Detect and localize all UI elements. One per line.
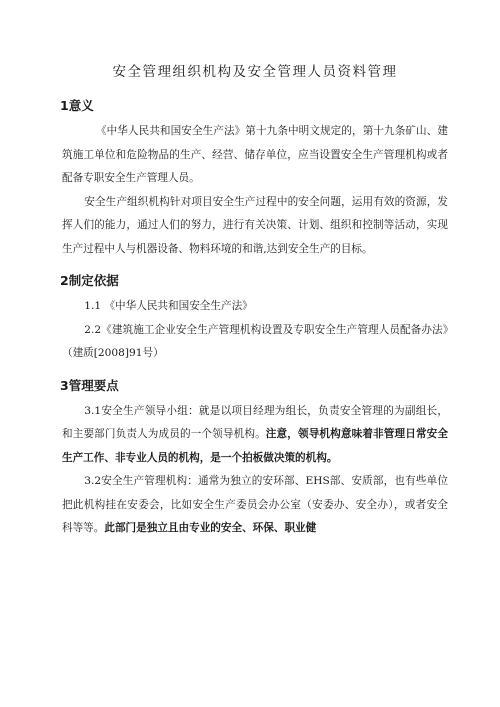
paragraph: 安全生产组织机构针对项目安全生产过程中的安全问题，运用有效的资源，发挥人们的能力，通过人们的努力，进行有关决策、计划、组织和控制等活动，实现生产过程中人与机器设备、物料环境的和谐,达到安全生产的目标。 bbox=[62, 195, 448, 255]
emphasis-text: 注意，领导机构意味着非管理日常安全生产工作、非专业人员的机构，是一个拍板做决策的机构。 bbox=[62, 428, 449, 464]
paragraph-text: 3.2安全生产管理机构：通常为独立的安环部、EHS部、安质部，也有些单位把此机构挂在安委会，比如安全生产委员会办公室（安委办、安全办），或者安全科等等。 bbox=[62, 475, 448, 534]
section-heading-key-points: 3管理要点 bbox=[60, 377, 119, 393]
paragraph bbox=[62, 470, 448, 541]
section-heading-basis: 2制定依据 bbox=[60, 273, 119, 288]
list-item: 1.1 《中华人民共和国安全生产法》 bbox=[84, 300, 253, 312]
paragraph: 《中华人民共和国安全生产法》第十九条中明文规定的，第十九条矿山、建筑施工单位和危险物品的生产、经营、储存单位，应当设置安全生产管理机构或者配备专职安全生产管理人员。 bbox=[62, 125, 448, 184]
page-title: 安全管理组织机构及安全管理人员资料管理 bbox=[112, 64, 398, 80]
paragraph bbox=[62, 400, 448, 471]
paragraph-text: 3.1安全生产领导小组：就是以项目经理为组长，负责安全管理的为副组长，和主要部门负责人为成员的一个领导机构。 bbox=[62, 404, 448, 440]
section-heading-meaning: 1意义 bbox=[60, 98, 94, 113]
emphasis-text: 此部门是独立且由专业的安全、环保、职业健 bbox=[104, 522, 317, 534]
list-item: 2.2《建筑施工企业安全生产管理机构设置及专职安全生产管理人员配备办法》（建质[2008]91号） bbox=[62, 323, 448, 359]
